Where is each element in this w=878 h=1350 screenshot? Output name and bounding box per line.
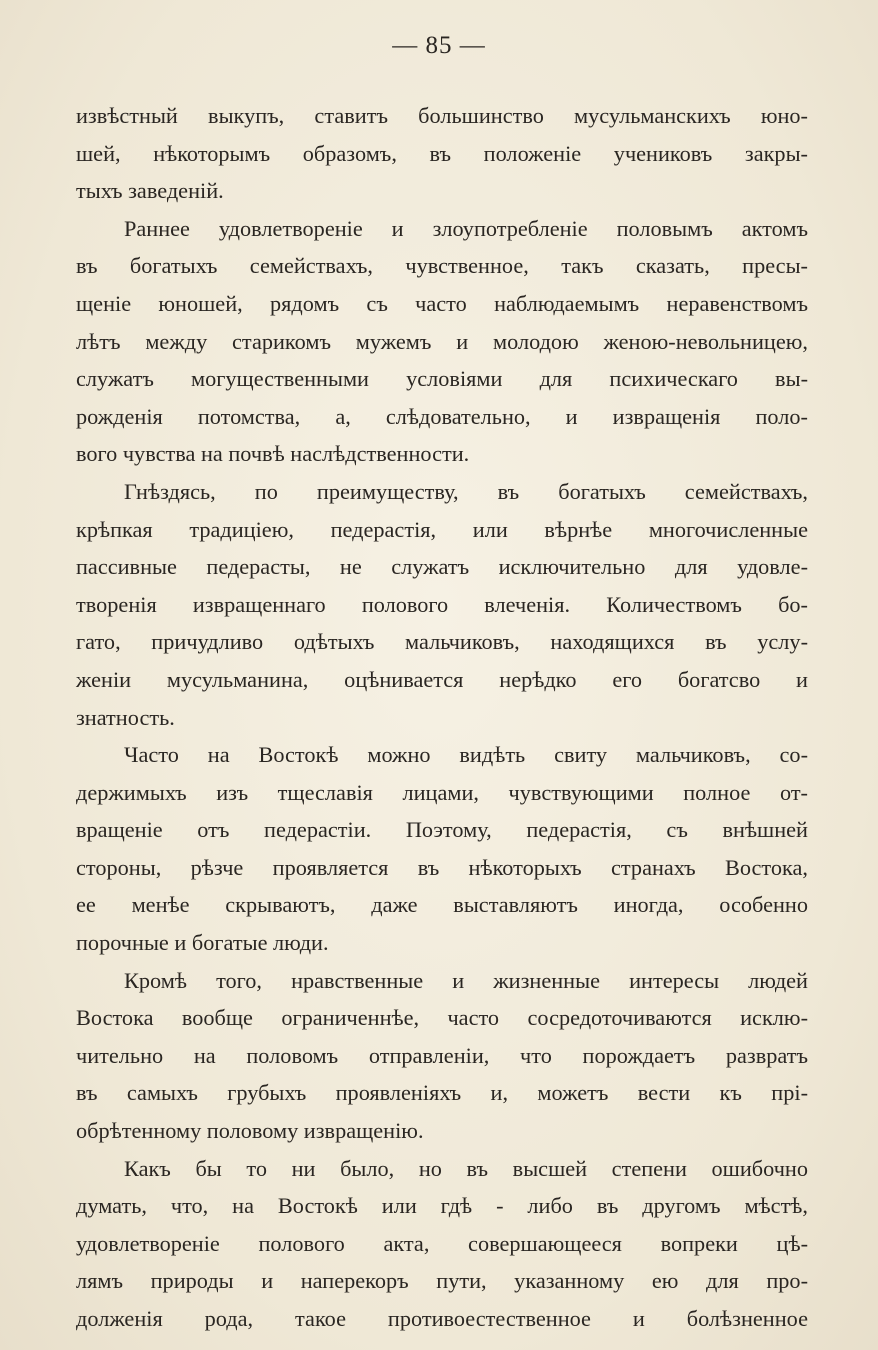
text-line: лямъ природы и наперекоръ пути, указанному ею для про- [76, 1268, 808, 1294]
text-line: ее менѣе скрываютъ, даже выставляютъ иногда, особенно [76, 892, 808, 918]
text-line: пассивные педерасты, не служатъ исключительно для удовле- [76, 554, 808, 580]
text-line: Какъ бы то ни было, но въ высшей степени ошибочно [124, 1155, 808, 1181]
text-line: Гнѣздясь, по преимуществу, въ богатыхъ семействахъ, [124, 478, 808, 504]
text-line: стороны, рѣзче проявляется въ нѣкоторыхъ странахъ Востока, [76, 854, 808, 880]
text-line: порочные и богатые люди. [76, 930, 329, 956]
text-line: Кромѣ того, нравственные и жизненные интересы людей [124, 967, 808, 993]
text-line: Раннее удовлетвореніе и злоупотребленіе половымъ актомъ [124, 215, 808, 241]
paragraph [76, 1150, 808, 1338]
text-line: женіи мусульманина, оцѣнивается нерѣдко его богатсво и [76, 666, 808, 692]
text-line: долженія рода, такое противоестественное и болѣзненное [76, 1306, 808, 1331]
text-line: вого чувства на почвѣ наслѣдственности. [76, 441, 470, 467]
text-line: тыхъ заведеній. [76, 178, 224, 204]
text-line: шей, нѣкоторымъ образомъ, въ положеніе учениковъ закры- [76, 140, 808, 166]
text-line: держимыхъ изъ тщеславія лицами, чувствующими полное от- [76, 779, 808, 805]
text-line: думать, что, на Востокѣ или гдѣ - либо въ другомъ мѣстѣ, [76, 1193, 808, 1219]
text-line: знатность. [76, 704, 175, 730]
paragraph [76, 962, 808, 1150]
text-line: рожденія потомства, а, слѣдовательно, и извращенія поло- [76, 403, 808, 429]
text-line: щеніе юношей, рядомъ съ часто наблюдаемымъ неравенствомъ [76, 290, 808, 316]
text-line: крѣпкая традиціею, педерастія, или вѣрнѣе многочисленные [76, 516, 808, 542]
paragraph [76, 97, 808, 210]
text-line: въ богатыхъ семействахъ, чувственное, такъ сказать, пресы- [76, 253, 808, 279]
text-line: творенія извращеннаго полового влеченія. Количествомъ бо- [76, 591, 808, 617]
text-line: чительно на половомъ отправленіи, что порождаетъ развратъ [76, 1042, 808, 1068]
paragraph [76, 736, 808, 962]
text-line: Востока вообще ограниченнѣе, часто сосредоточиваются исклю- [76, 1005, 808, 1031]
text-line: лѣтъ между старикомъ мужемъ и молодою женою-невольницею, [76, 328, 808, 354]
text-line: обрѣтенному половому извращенію. [76, 1118, 424, 1144]
paragraph [76, 473, 808, 736]
text-line: служатъ могущественными условіями для психическаго вы- [76, 366, 808, 392]
body-text [76, 97, 808, 1338]
text-line: гато, причудливо одѣтыхъ мальчиковъ, находящихся въ услу- [76, 629, 808, 655]
text-line: вращеніе отъ педерастіи. Поэтому, педерастія, съ внѣшней [76, 817, 808, 843]
text-line: Часто на Востокѣ можно видѣть свиту мальчиковъ, со- [124, 742, 808, 768]
text-line: извѣстный выкупъ, ставитъ большинство мусульманскихъ юно- [76, 103, 808, 128]
paragraph [76, 210, 808, 473]
text-line: въ самыхъ грубыхъ проявленіяхъ и, можетъ вести къ пpi- [76, 1080, 808, 1106]
text-line: удовлетвореніе полового акта, совершающееся вопреки цѣ- [76, 1230, 808, 1256]
page-number: — 85 — [392, 32, 486, 59]
